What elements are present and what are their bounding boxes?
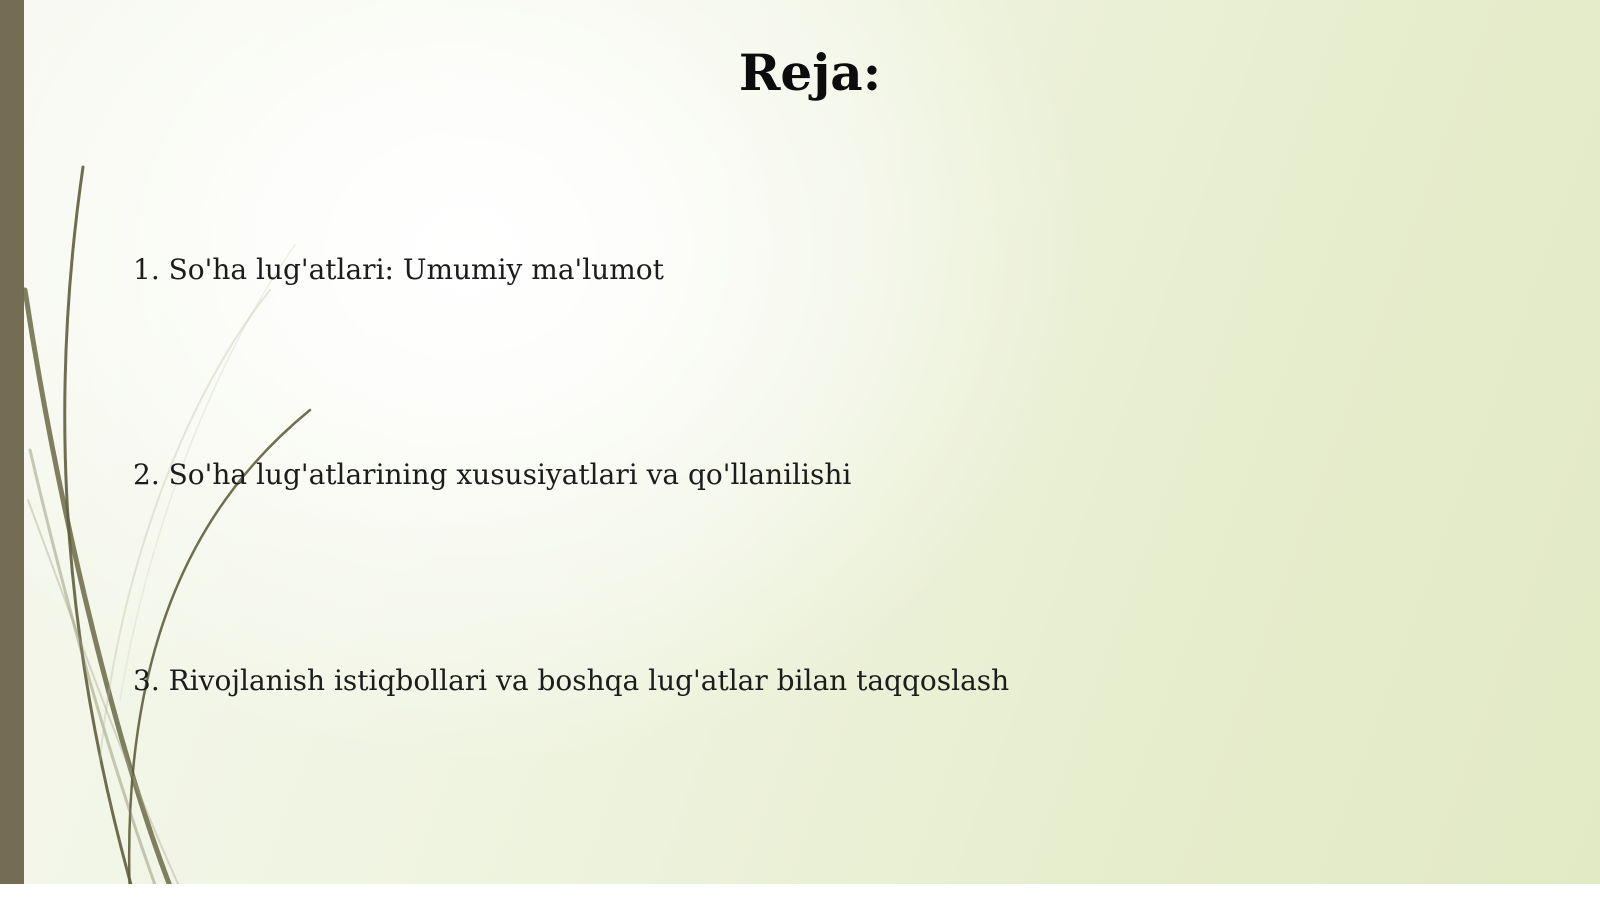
agenda-item-2: 2. So'ha lug'atlarining xususiyatlari va qo'llanilishi bbox=[133, 458, 852, 491]
agenda-item-1: 1. So'ha lug'atlari: Umumiy ma'lumot bbox=[133, 253, 664, 286]
slide-title: Reja: bbox=[738, 43, 882, 102]
grass-decoration bbox=[0, 0, 330, 899]
bottom-strip bbox=[0, 884, 1600, 899]
agenda-item-3: 3. Rivojlanish istiqbollari va boshqa lug'atlar bilan taqqoslash bbox=[133, 664, 1010, 697]
